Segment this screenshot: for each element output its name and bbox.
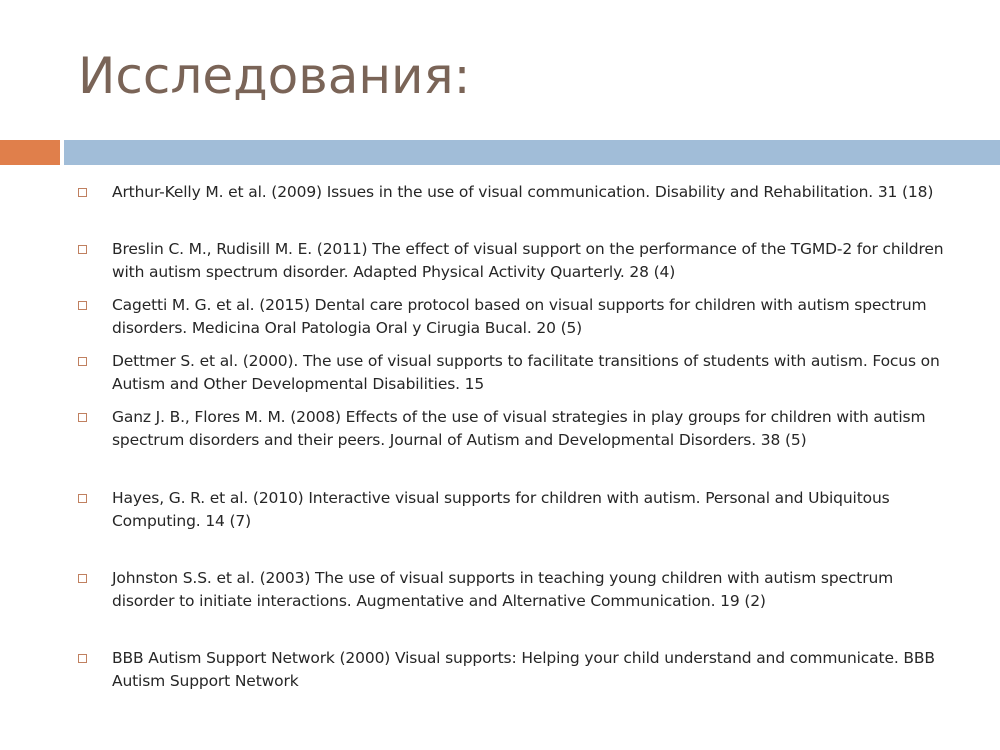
reference-item (78, 647, 958, 693)
reference-item (78, 406, 958, 452)
reference-text: BBB Autism Support Network (2000) Visual supports: Helping your child understand and communicate. BBB Autism Support Network (112, 649, 935, 690)
square-bullet-icon (78, 494, 87, 503)
square-bullet-icon (78, 357, 87, 366)
slide-title: Исследования: (78, 47, 471, 105)
reference-item (78, 181, 958, 204)
reference-item (78, 294, 958, 340)
reference-item (78, 350, 958, 396)
reference-text: Ganz J. B., Flores M. M. (2008) Effects of the use of visual strategies in play groups for children with autism spectrum disorders and their peers. Journal of Autism and Developmental Disorders. 38 (5) (112, 408, 926, 449)
square-bullet-icon (78, 245, 87, 254)
reference-text: Breslin C. M., Rudisill M. E. (2011) The effect of visual support on the performance of the TGMD-2 for children with autism spectrum disorder. Adapted Physical Activity Quarterly. 28 (4) (112, 240, 944, 281)
reference-item (78, 487, 958, 533)
square-bullet-icon (78, 574, 87, 583)
reference-text: Dettmer S. et al. (2000). The use of visual supports to facilitate transitions of students with autism. Focus on Autism and Other Developmental Disabilities. 15 (112, 352, 940, 393)
square-bullet-icon (78, 301, 87, 310)
reference-text: Cagetti M. G. et al. (2015) Dental care protocol based on visual supports for children with autism spectrum disorders. Medicina Oral Patologia Oral y Cirugia Bucal. 20 (5) (112, 296, 927, 337)
reference-text: Arthur-Kelly M. et al. (2009) Issues in the use of visual communication. Disability and Rehabilitation. 31 (18) (112, 183, 934, 201)
square-bullet-icon (78, 654, 87, 663)
reference-item (78, 238, 958, 284)
reference-text: Hayes, G. R. et al. (2010) Interactive visual supports for children with autism. Personal and Ubiquitous Computing. 14 (7) (112, 489, 890, 530)
square-bullet-icon (78, 188, 87, 197)
reference-text: Johnston S.S. et al. (2003) The use of visual supports in teaching young children with autism spectrum disorder to initiate interactions. Augmentative and Alternative Communication. 19 (2) (112, 569, 894, 610)
reference-item (78, 567, 958, 613)
square-bullet-icon (78, 413, 87, 422)
